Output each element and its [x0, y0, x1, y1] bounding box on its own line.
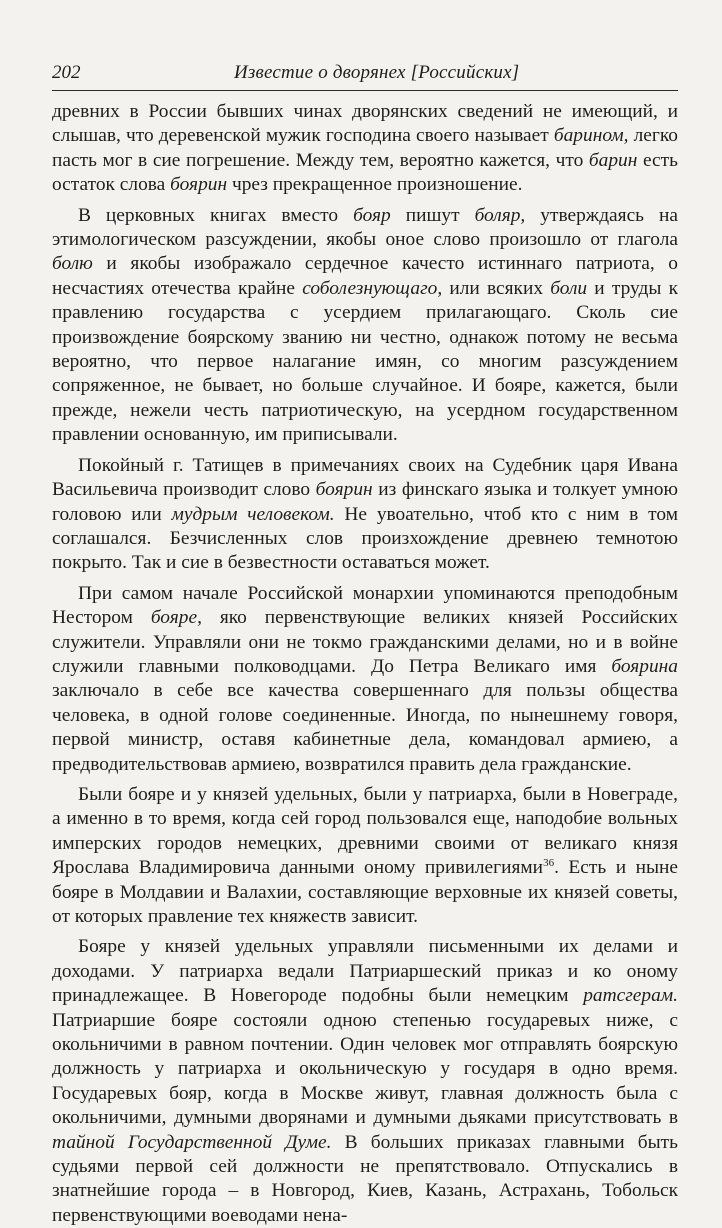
- paragraph: [52, 783, 678, 929]
- italic-term: болю: [52, 253, 93, 275]
- text-segment: легко пасть мог в сие погрешение. Между тем, вероятно кажется, что: [52, 125, 678, 171]
- text-segment: чрез прекращенное произношение.: [227, 174, 523, 196]
- text-segment: Не увоательно, чтоб кто с ним в том соглашался. Безчисленных слов произхождение древнею темнотою покрыто. Так и сие в безвестности оставаться может.: [52, 503, 678, 574]
- text-segment: Были бояре и у князей удельных, были у патриарха, были в Новеграде, а именно в то время, когда сей город пользовался еще, наподобие вольных имперских городов немецких, древними своими от великаго князя Ярослава Владимировича данными оному привилегиями: [52, 783, 678, 879]
- text-segment: . Есть и ныне бояре в Молдавии и Валахии, составляющие верховные их князей советы, от которых правление тех княжеств зависит.: [52, 857, 678, 927]
- text-segment: или всяких: [442, 277, 551, 299]
- paragraph: [52, 582, 678, 777]
- body-text: [52, 100, 678, 1228]
- text-segment: и труды к правлению государства с усердием прилагающаго. Сколь сие произвождение боярскому званию ни честно, однакож потому не весьма вероятно, что первое налагание имян, со многим разсуждением сопряженное, не бывает, но больше случайное. И бояре, кажется, были прежде, нежели честь патриотическую, на усердном государственном правлении основанную, им приписывали.: [52, 277, 678, 446]
- italic-term: ратсгерам.: [583, 985, 678, 1007]
- text-segment: и якобы изображало сердечное качесто истиннаго патриота, о несчастиях отечества крайне: [52, 253, 678, 299]
- italic-term: боярин: [315, 479, 373, 501]
- italic-term: боярина: [611, 655, 678, 677]
- text-segment: древних в России бывших чинах дворянских сведений не имеющий, и слышав, что деревенской мужик господина своего называет: [52, 101, 678, 147]
- text-segment: заключало в себе все качества совершеннаго для пользы общества человека, в одной голове соединенные. Иногда, по нынешнему говоря, первой министр, оставя кабинетные дела, командовал армиею, а предводительствовав армиею, возвратился править дела гражданские.: [52, 680, 678, 775]
- text-segment: яко первенствующие великих князей Российских служители. Управляли они не токмо гражданскими делами, но и в войне служили главными полководцами. До Петра Великаго имя: [52, 607, 678, 677]
- text-segment: Бояре у князей удельных управляли письменными их делами и доходами. У патриарха ведали Патриаршеский приказ и ко оному принадлежащее. В Новегороде подобны были немецким: [52, 936, 678, 1007]
- text-segment: Покойный г. Татищев в примечаниях своих на Судебник царя Ивана Васильевича производит слово: [52, 454, 678, 501]
- text-segment: есть остаток слова: [52, 149, 678, 196]
- italic-term: боляр,: [474, 204, 526, 226]
- paragraph: [52, 454, 678, 576]
- page-number: 202: [52, 62, 81, 83]
- italic-term: боли: [550, 277, 588, 299]
- italic-term: бояр: [353, 204, 391, 226]
- paragraph: [52, 100, 678, 198]
- text-segment: В больших приказах главными быть судьями первой сей должности не препятствовало. Отпускались в знатнейшие города – в Новгород, Киев, Казань, Астрахань, Тобольск первенствующими воеводами нена-: [52, 1131, 678, 1226]
- footnote-reference: 36: [543, 857, 555, 870]
- text-segment: пишут: [390, 204, 475, 226]
- italic-term: барином,: [553, 125, 629, 147]
- italic-term: бояре,: [150, 607, 202, 629]
- italic-term: тайной Государственной Думе.: [52, 1131, 332, 1153]
- italic-term: мудрым человеком.: [171, 503, 335, 525]
- text-segment: В церковных книгах вместо: [78, 204, 354, 226]
- page-header: [52, 58, 678, 86]
- paragraph: [52, 204, 678, 448]
- running-title: Известие о дворянех [Российских]: [234, 62, 520, 83]
- header-rule: [52, 90, 678, 91]
- text-segment: Патриаршие бояре состояли одною степенью государевых ниже, с окольничими в равном почтении. Один человек мог отправлять боярскую должность у патриарха и окольническую у государя в одно время. Государевых бояр, когда в Москве живут, главная должность была с окольничими, думными дворянами и думными дьяками присутствовать в: [52, 1009, 678, 1129]
- text-segment: из финскаго языка и толкует умною головою или: [52, 479, 678, 525]
- italic-term: боярин: [170, 174, 228, 196]
- italic-term: барин: [588, 149, 638, 171]
- text-segment: При самом начале Российской монархии упоминаются преподобным Нестором: [52, 582, 678, 629]
- italic-term: соболезнующаго,: [302, 277, 443, 299]
- paragraph: [52, 935, 678, 1228]
- text-segment: утверждаясь на этимологическом разсуждении, якобы оное слово произошло от глагола: [52, 204, 678, 251]
